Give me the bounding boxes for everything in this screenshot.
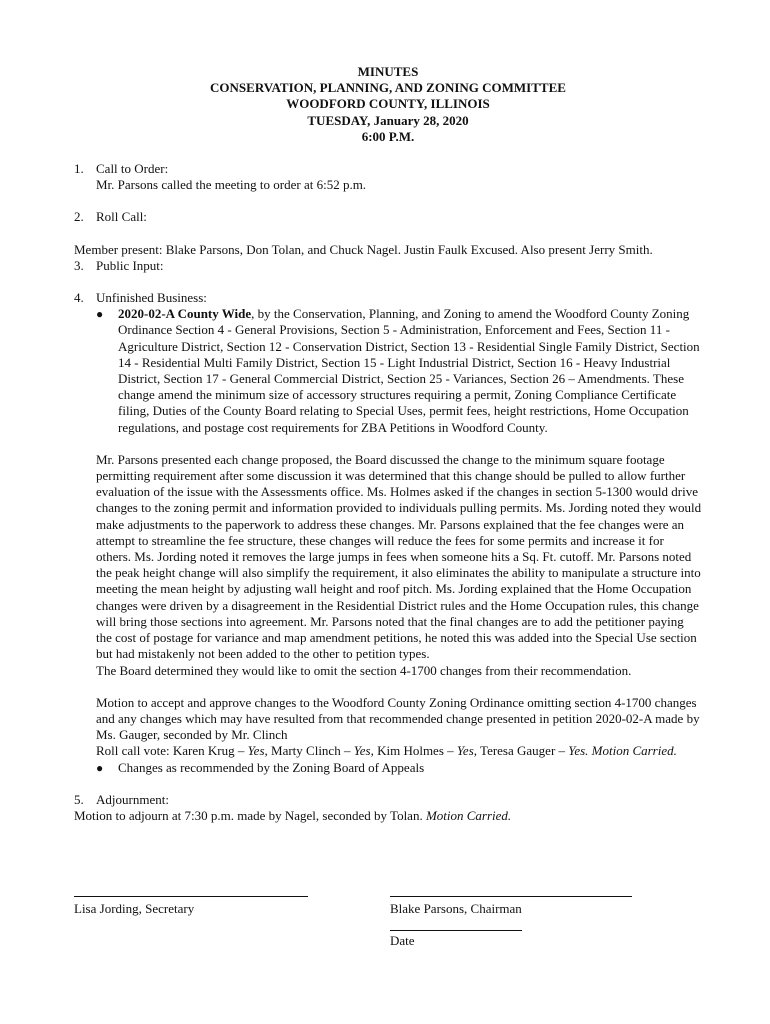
signature-block <box>74 896 702 966</box>
item-number: 4. <box>74 290 84 306</box>
header-county: WOODFORD COUNTY, ILLINOIS <box>286 96 490 112</box>
vote-yes: Yes, <box>353 743 374 759</box>
adjournment-motion: Motion to adjourn at 7:30 p.m. made by Nagel, seconded by Tolan. <box>74 807 426 823</box>
vote-text: Marty Clinch – <box>267 743 354 759</box>
roll-call-vote <box>96 743 702 759</box>
bullet-zba <box>96 760 702 776</box>
item-title: Call to Order: <box>96 161 169 177</box>
vote-text: Kim Holmes – <box>373 743 457 759</box>
secretary-label: Lisa Jording, Secretary <box>74 901 195 916</box>
vote-text: Teresa Gauger – <box>477 743 569 759</box>
motion-text: Motion to accept and approve changes to the Woodford County Zoning Ordinance omitting section 4-1700 changes and any changes which may have resulted from that recommended change presented in petition 2020-02-A made by Ms. Gauger, seconded by Mr. Clinch <box>96 694 700 743</box>
item-unfinished-business <box>74 290 702 306</box>
item-title: Adjournment: <box>96 791 169 807</box>
item-call-to-order <box>74 161 702 177</box>
vote-yes-carried: Yes. Motion Carried. <box>568 743 677 759</box>
item-title: Unfinished Business: <box>96 290 207 306</box>
determination-text: The Board determined they would like to omit the section 4-1700 changes from their recommendation. <box>96 662 632 678</box>
item-number: 2. <box>74 209 84 225</box>
vote-yes: Yes, <box>456 743 478 759</box>
header-date: TUESDAY, January 28, 2020 <box>307 112 469 128</box>
date-label: Date <box>390 933 415 948</box>
bullet-petition <box>96 306 702 436</box>
item-title: Public Input: <box>96 257 164 273</box>
header-committee: CONSERVATION, PLANNING, AND ZONING COMMITTEE <box>210 80 566 96</box>
item-number: 1. <box>74 161 84 177</box>
chairman-signature-line <box>390 896 632 897</box>
item-adjournment <box>74 792 702 808</box>
item-title: Roll Call: <box>96 209 147 225</box>
item-number: 5. <box>74 791 84 807</box>
header-title: MINUTES <box>357 64 419 79</box>
secretary-signature-line <box>74 896 308 897</box>
adjournment-text <box>74 808 702 824</box>
adjournment-carried: Motion Carried. <box>425 807 512 823</box>
bullet-icon: ● <box>96 760 104 775</box>
document-header <box>74 64 702 145</box>
discussion-text: Mr. Parsons presented each change proposed, the Board discussed the change to the minimum square footage permitting requirement after some discussion it was determined that this change should be pulled to allow further evaluation of the issue with the Assessments office. Ms. Holmes asked if the changes in section 5-1300 would drive changes to the zoning permit and information provided to individuals pulling permits. Ms. Jording noted they would make adjustments to the paperwork to address these changes. Mr. Parsons explained that the fee changes were an attempt to streamline the fee structure, these changes will reduce the fees for some permits and increase it for others. Ms. Jording noted it removes the large jumps in fees when someone hits a Sq. Ft. cutoff. Mr. Parsons noted the peak height change will also simplify the requirement, it also eliminates the ability to manipulate a structure into meeting the mean height by adjusting wall height and roof pitch. Ms. Jording explained that the Home Occupation changes were driven by a disagreement in the Residential District rules and the Home Occupation rules, this change will bring those sections into agreement. Mr. Parsons noted that the final changes are to add the petitioner paying the cost of postage for variance and map amendment petitions, he noted this was added into the Special Use section but had mistakenly not been added to the other to petition types. <box>96 451 702 662</box>
header-time: 6:00 P.M. <box>361 128 415 144</box>
call-to-order-text: Mr. Parsons called the meeting to order at 6:52 p.m. <box>96 177 367 193</box>
vote-text: Roll call vote: Karen Krug – <box>96 743 248 759</box>
date-line <box>390 930 522 931</box>
members-present-text: Member present: Blake Parsons, Don Tolan, and Chuck Nagel. Justin Faulk Excused. Also present Jerry Smith. <box>74 241 653 257</box>
petition-description: , by the Conservation, Planning, and Zoning to amend the Woodford County Zoning Ordinance Section 4 - General Provisions, Section 5 - Administration, Enforcement and Fees, Section 11 - Agriculture District, Section 12 - Conservation District, Section 13 - Residential Single Family District, Section 14 - Residential Multi Family District, Section 15 - Light Industrial District, Section 16 - Heavy Industrial District, Section 17 - General Commercial District, Section 25 - Variances, Section 26 – Amendments. These change amend the minimum size of accessory structures requiring a permit, Zoning Compliance Certificate filing, Duties of the County Board relating to Special Uses, permit fees, height restrictions, Home Occupation regulations, and postage cost requirements for ZBA Petitions in Woodford County. <box>118 306 700 435</box>
item-public-input <box>74 258 702 274</box>
petition-number: 2020-02-A County Wide <box>118 306 252 322</box>
bullet-icon: ● <box>96 307 104 322</box>
chairman-label: Blake Parsons, Chairman <box>390 901 522 916</box>
vote-yes: Yes, <box>247 743 268 759</box>
item-roll-call <box>74 209 702 225</box>
zba-recommendation: Changes as recommended by the Zoning Board of Appeals <box>118 759 425 775</box>
minutes-document <box>74 64 702 824</box>
item-number: 3. <box>74 257 84 273</box>
